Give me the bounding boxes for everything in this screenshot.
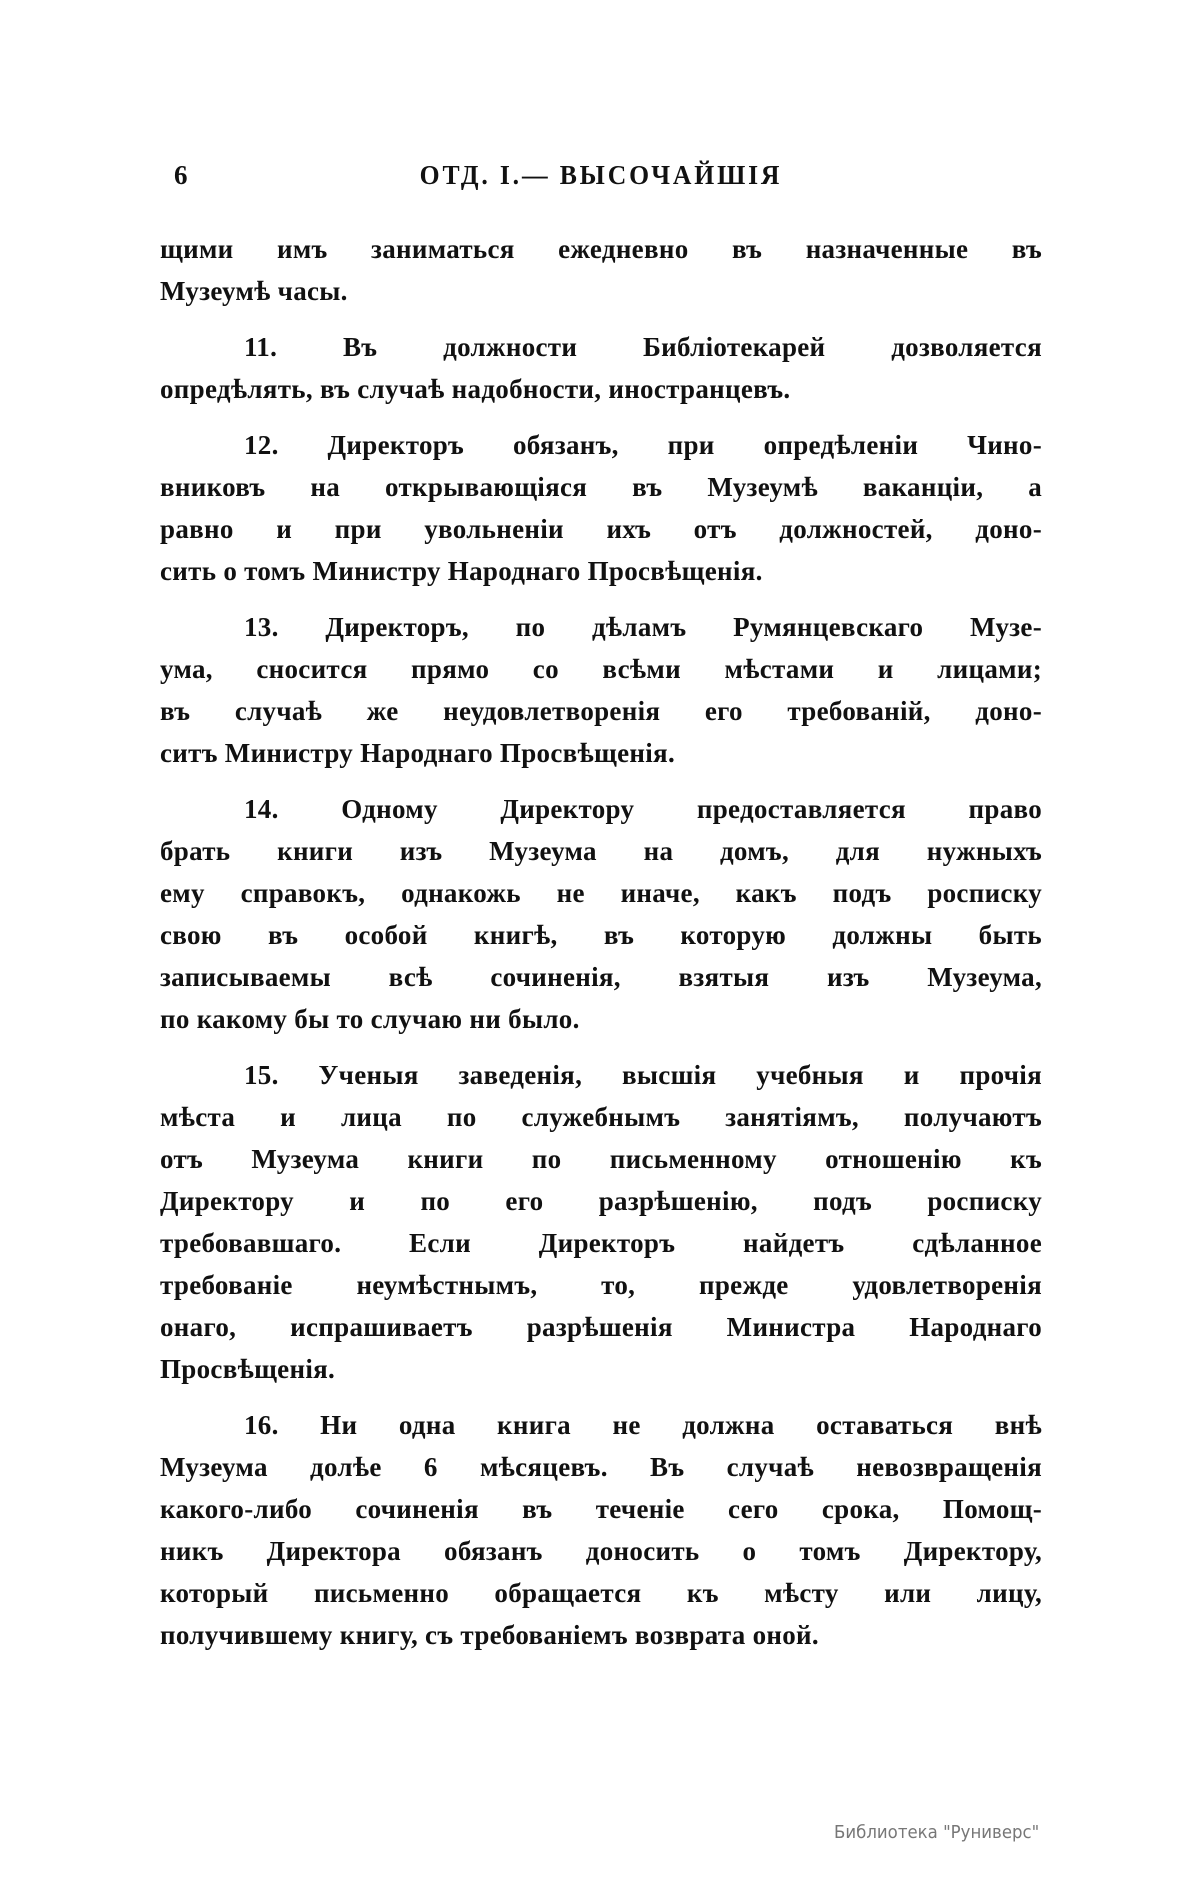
text-line: щими имъ заниматься ежедневно въ назначенные въ: [160, 234, 1042, 264]
library-watermark: Библиотека "Руниверс": [834, 1822, 1040, 1843]
text-line: записываемы всѣ сочиненія, взятыя изъ Музеума,: [160, 962, 1042, 992]
text-line: Директору и по его разрѣшенію, подъ росписку: [160, 1186, 1042, 1216]
text-line: вниковъ на открывающіяся въ Музеумѣ ваканціи, а: [160, 472, 1042, 502]
text-line: 12. Директоръ обязанъ, при опредѣленіи Чино-: [244, 430, 1042, 460]
running-header: [160, 160, 1042, 200]
text-line: равно и при увольненіи ихъ отъ должностей, доно-: [160, 514, 1042, 544]
paragraph: [160, 228, 1042, 312]
page-body: [160, 228, 1042, 1656]
text-line: никъ Директора обязанъ доносить о томъ Директору,: [160, 1536, 1042, 1566]
text-line: который письменно обращается къ мѣсту или лицу,: [160, 1578, 1042, 1608]
text-line: Просвѣщенія.: [160, 1354, 336, 1384]
header-title: ОТД. I.— ВЫСОЧАЙШІЯ: [419, 160, 783, 190]
text-line: Музеумѣ часы.: [160, 276, 348, 306]
text-line: 11. Въ должности Библіотекарей дозволяется: [244, 332, 1042, 362]
text-line: въ случаѣ же неудовлетворенія его требованій, доно-: [160, 696, 1042, 726]
text-line: мѣста и лица по служебнымъ занятіямъ, получаютъ: [160, 1102, 1042, 1132]
text-line: 16. Ни одна книга не должна оставаться внѣ: [244, 1410, 1042, 1440]
text-line: получившему книгу, съ требованіемъ возврата оной.: [160, 1620, 819, 1650]
text-line: 13. Директоръ, по дѣламъ Румянцевскаго Музе-: [244, 612, 1042, 642]
paragraph: [160, 424, 1042, 592]
text-line: требованіе неумѣстнымъ, то, прежде удовлетворенія: [160, 1270, 1042, 1300]
text-line: сить о томъ Министру Народнаго Просвѣщенія.: [160, 556, 763, 586]
text-line: 14. Одному Директору предоставляется право: [244, 794, 1042, 824]
text-line: отъ Музеума книги по письменному отношенію къ: [160, 1144, 1042, 1174]
paragraph: [160, 326, 1042, 410]
text-line: ума, сносится прямо со всѣми мѣстами и лицами;: [160, 654, 1042, 684]
text-line: свою въ особой книгѣ, въ которую должны быть: [160, 920, 1042, 950]
text-line: по какому бы то случаю ни было.: [160, 1004, 580, 1034]
text-line: брать книги изъ Музеума на домъ, для нужныхъ: [160, 836, 1042, 866]
page-number: 6: [174, 160, 188, 190]
text-line: какого-либо сочиненія въ теченіе сего срока, Помощ-: [160, 1494, 1042, 1524]
text-line: ситъ Министру Народнаго Просвѣщенія.: [160, 738, 676, 768]
text-line: онаго, испрашиваетъ разрѣшенія Министра Народнаго: [160, 1312, 1042, 1342]
paragraph: [160, 606, 1042, 774]
paragraph: [160, 788, 1042, 1040]
text-line: ему справокъ, однакожь не иначе, какъ подъ росписку: [160, 878, 1042, 908]
text-line: требовавшаго. Если Директоръ найдетъ сдѣланное: [160, 1228, 1042, 1258]
text-line: 15. Ученыя заведенія, высшія учебныя и прочія: [244, 1060, 1042, 1090]
paragraph: [160, 1404, 1042, 1656]
paragraph: [160, 1054, 1042, 1390]
text-line: Музеума долѣе 6 мѣсяцевъ. Въ случаѣ невозвращенія: [160, 1452, 1042, 1482]
text-line: опредѣлять, въ случаѣ надобности, иностранцевъ.: [160, 374, 791, 404]
